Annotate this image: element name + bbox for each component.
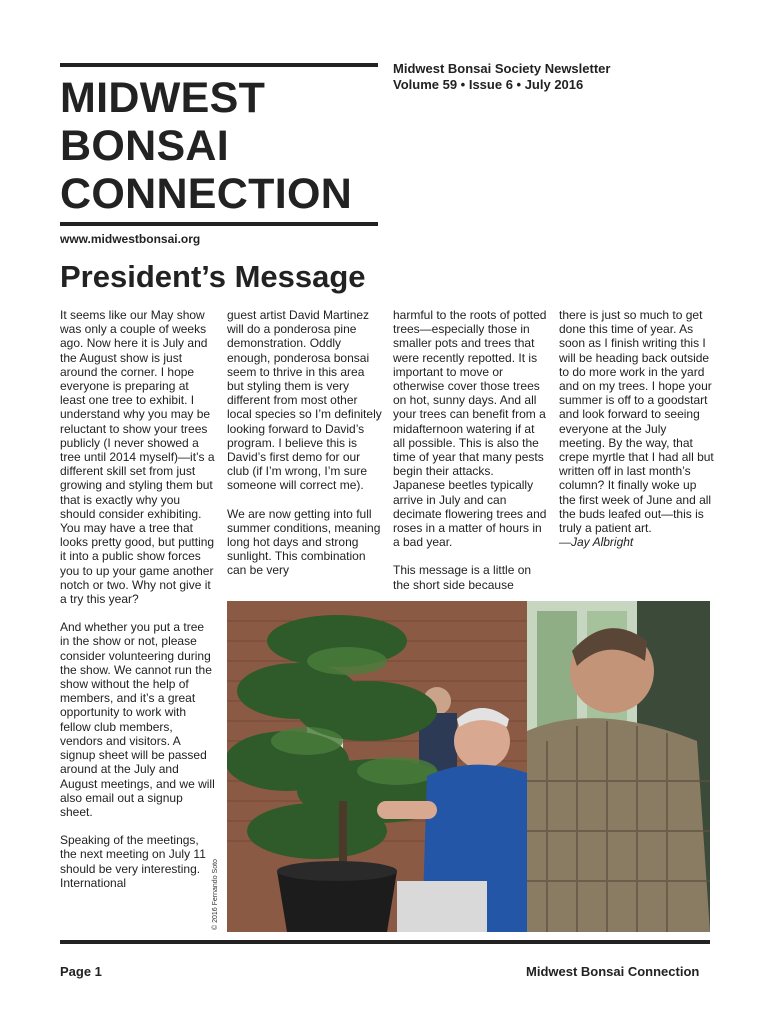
bonsai-demo-photo <box>227 601 710 932</box>
page-number: Page 1 <box>60 964 102 979</box>
masthead-top-rule <box>60 63 378 67</box>
website-url: www.midwestbonsai.org <box>60 232 201 246</box>
paragraph: guest artist David Martinez will do a ponderosa pine demonstration. Oddly enough, ponderosa bonsai seem to thrive in this area but styling them is very different from most other local species so I’m definitely looking forward to David’s program. I believe this is David’s first demo for our club (if I’m wrong, I’m sure someone will correct me). <box>227 308 382 493</box>
author-signature: —Jay Albright <box>559 535 634 550</box>
paragraph: harmful to the roots of potted trees—especially those in smaller pots and trees that were recently repotted. It is important to move or otherwise cover those trees on hot, sunny days. And all your trees can benefit from a midafternoon watering if at all possible. This is also the time of year that many pests begin their attacks. Japanese beetles typically arrive in July and can decimate flowering trees and roses in a matter of hours in a bad year. <box>393 308 547 550</box>
footer-rule <box>60 940 710 944</box>
newsletter-name: Midwest Bonsai Society Newsletter <box>393 61 611 76</box>
paragraph: there is just so much to get done this time of year. As soon as I finish writing this I will be heading back outside to do more work in the yard and on my trees. I hope your summer is off to a goodstart and look forward to seeing everyone at the July meeting. By the way, that crepe myrtle that I had all but written off in last month’s column? It finally woke up the first week of June and all the buds leafed out—this is truly a patient art. <box>559 308 714 536</box>
article-column-1 <box>60 308 216 890</box>
photo-illustration <box>227 601 710 932</box>
photo-credit: © 2016 Fernando Soto <box>212 859 219 930</box>
issue-line: Volume 59 • Issue 6 • July 2016 <box>393 77 584 92</box>
paragraph: It seems like our May show was only a couple of weeks ago. Now here it is July and the August show is just around the corner. I hope everyone is preparing at least one tree to exhibit. I understand why you may be reluctant to show your trees publicly (I never showed a tree until 2014 myself)—it’s a different skill set from just growing and styling them but that is exactly why you should consider exhibiting. You may have a tree that looks pretty good, but putting it into a public show forces you to up your game another notch or two. Why not give it a try this year? <box>60 308 215 607</box>
paragraph: This message is a little on the short side because <box>393 563 532 592</box>
paragraph: We are now getting into full summer conditions, meaning long hot days and strong sunlight. This combination can be very <box>227 506 381 578</box>
masthead-title: MIDWEST BONSAI CONNECTION <box>60 74 353 218</box>
article-column-4 <box>559 308 715 549</box>
paragraph: Speaking of the meetings, the next meeting on July 11 should be very interesting. International <box>60 833 206 890</box>
article-title: President’s Message <box>60 259 366 294</box>
paragraph: And whether you put a tree in the show or not, please consider volunteering during the show. We cannot run the show without the help of members, and it’s a great opportunity to work with fellow club members, vendors and visitors. A signup sheet will be passed around at the July and August meetings, and we will also email out a signup sheet. <box>60 620 215 819</box>
masthead-bottom-rule <box>60 222 378 226</box>
footer-publication-name: Midwest Bonsai Connection <box>526 964 700 979</box>
article-column-3 <box>393 308 549 592</box>
newsletter-info <box>393 61 713 93</box>
article-column-2 <box>227 308 383 578</box>
